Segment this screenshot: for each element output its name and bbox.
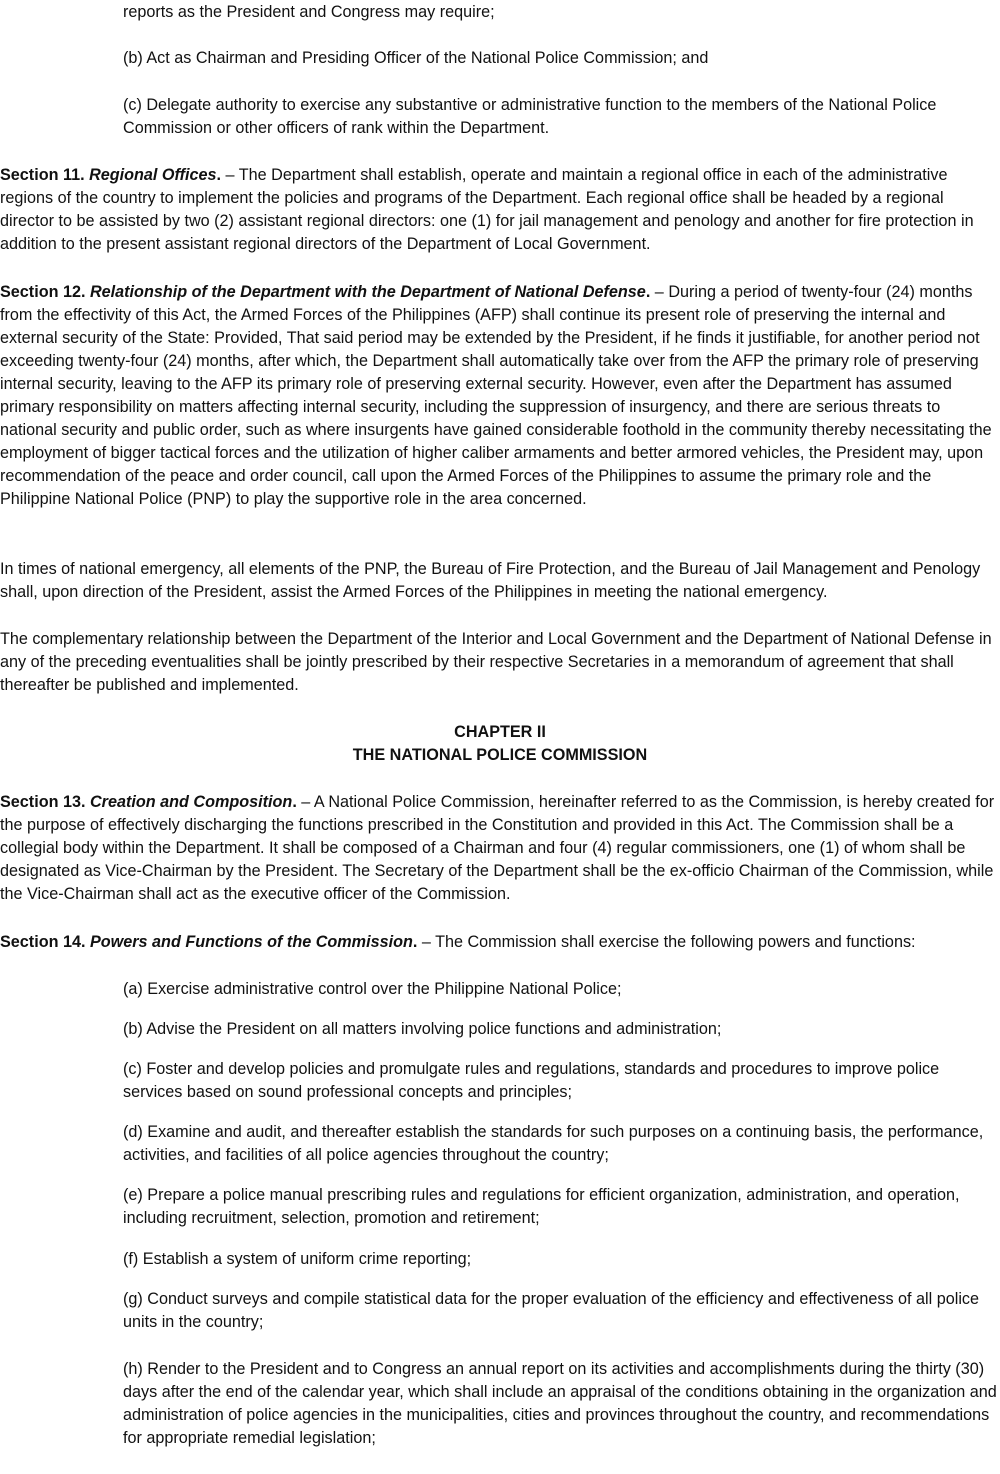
- section-12-paragraph: Section 12. Relationship of the Department with the Department of National Defense. – During a period of twenty-four (24) months from the effectivity of this Act, the Armed Forces of the Philippines (AFP) shall continue its present role of preserving the internal and external security of the State: Provided, That said period may be extended by the President, if he finds it justifiable, for another period not exceeding twenty-four (24) months, after which, the Department shall automatically take over from the AFP the primary role of preserving internal security, leaving to the AFP its primary role of preserving external security. However, even after the Department has assumed primary responsibility on matters affecting internal security, including the suppression of insurgency, and there are serious threats to national security and public order, such as where insurgents have gained considerable foothold in the community thereby necessitating the employment of bigger tactical forces and the utilization of higher caliber armaments and better armored vehicles, the President may, upon recommendation of the peace and order council, call upon the Armed Forces of the Philippines to assume the primary role and the Philippine National Police (PNP) to play the supportive role in the area concerned.: [0, 283, 992, 508]
- list-item-d: (d) Examine and audit, and thereafter establish the standards for such purposes on a continuing basis, the performance, activities, and facilities of all police agencies throughout the country;: [123, 1123, 984, 1164]
- list-item-f: (f) Establish a system of uniform crime reporting;: [123, 1250, 472, 1268]
- section-number: Section 14.: [0, 933, 86, 951]
- list-item-g: (g) Conduct surveys and compile statistical data for the proper evaluation of the efficiency and effectiveness of all police units in the country;: [123, 1290, 980, 1331]
- section-13-paragraph: Section 13. Creation and Composition. – A National Police Commission, hereinafter referred to as the Commission, is hereby created for the purpose of effectively discharging the functions prescribed in the Constitution and provided in this Act. The Commission shall be a collegial body within the Department. It shall be composed of a Chairman and four (4) regular commissioners, one (1) of whom shall be designated as Vice-Chairman by the President. The Secretary of the Department shall be the ex-officio Chairman of the Commission, while the Vice-Chairman shall act as the executive officer of the Commission.: [0, 793, 995, 903]
- section-title: Relationship of the Department with the Department of National Defense: [89, 283, 646, 301]
- section-14-paragraph: Section 14. Powers and Functions of the Commission. – The Commission shall exercise the following powers and functions:: [0, 933, 916, 951]
- list-item-a: (a) Exercise administrative control over the Philippine National Police;: [123, 980, 622, 998]
- section-title: Creation and Composition: [89, 793, 293, 811]
- section-number: Section 12.: [0, 283, 86, 301]
- paragraph-complementary-relationship: The complementary relationship between the Department of the Interior and Local Government and the Department of National Defense in any of the preceding eventualities shall be jointly prescribed by their respective Secretaries in a memorandum of agreement that shall thereafter be published and implemented.: [0, 630, 992, 694]
- section-number: Section 11.: [0, 166, 85, 184]
- list-item-c: (c) Foster and develop policies and promulgate rules and regulations, standards and procedures to improve police services based on sound professional concepts and principles;: [123, 1060, 940, 1101]
- list-item-c-delegate: (c) Delegate authority to exercise any substantive or administrative function to the members of the National Police Commission or other officers of rank within the Department.: [123, 96, 937, 137]
- section-body: A National Police Commission, hereinafter referred to as the Commission, is hereby created for the purpose of effectively discharging the functions prescribed in the Constitution and provided in this Act. The Commission shall be a collegial body within the Department. It shall be composed of a Chairman and four (4) regular commissioners, one (1) of whom shall be designated as Vice-Chairman by the President. The Secretary of the Department shall be the ex-officio Chairman of the Commission, while the Vice-Chairman shall act as the executive officer of the Commission.: [0, 793, 995, 903]
- chapter-number: CHAPTER II: [454, 723, 546, 741]
- section-body: The Commission shall exercise the following powers and functions:: [435, 933, 916, 951]
- section-11-paragraph: Section 11. Regional Offices. – The Department shall establish, operate and maintain a regional office in each of the administrative regions of the country to implement the policies and programs of the Department. Each regional office shall be headed by a regional director to be assisted by two (2) assistant regional directors: one (1) for jail management and penology and another for fire protection in addition to the present assistant regional directors of the Department of Local Government.: [0, 166, 974, 253]
- chapter-heading: [0, 721, 1000, 767]
- paragraph-national-emergency: In times of national emergency, all elements of the PNP, the Bureau of Fire Protection, and the Bureau of Jail Management and Penology shall, upon direction of the President, assist the Armed Forces of the Philippines in meeting the national emergency.: [0, 560, 981, 601]
- list-item-reports-continued: reports as the President and Congress may require;: [123, 3, 495, 21]
- section-body: During a period of twenty-four (24) months from the effectivity of this Act, the Armed Forces of the Philippines (AFP) shall continue its present role of preserving the internal and external security of the State: Provided, That said period may be extended by the President, if he finds it justifiable, for another period not exceeding twenty-four (24) months, after which, the Department shall automatically take over from the AFP the primary role of preserving internal security, leaving to the AFP its primary role of preserving external security. However, even after the Department has assumed primary responsibility on matters affecting internal security, including the suppression of insurgency, and there are serious threats to national security and public order, such as where insurgents have gained considerable foothold in the community thereby necessitating the employment of bigger tactical forces and the utilization of higher caliber armaments and better armored vehicles, the President may, upon recommendation of the peace and order council, call upon the Armed Forces of the Philippines to assume the primary role and the Philippine National Police (PNP) to play the supportive role in the area concerned.: [0, 283, 992, 508]
- section-number: Section 13.: [0, 793, 86, 811]
- list-item-e: (e) Prepare a police manual prescribing rules and regulations for efficient organization, administration, and operation, including recruitment, selection, promotion and retirement;: [123, 1186, 960, 1227]
- section-title: Regional Offices: [89, 166, 217, 184]
- list-item-b-chairman: (b) Act as Chairman and Presiding Officer of the National Police Commission; and: [123, 49, 709, 67]
- chapter-title: THE NATIONAL POLICE COMMISSION: [352, 746, 648, 764]
- section-title: Powers and Functions of the Commission: [89, 933, 413, 951]
- list-item-b: (b) Advise the President on all matters involving police functions and administration;: [123, 1020, 722, 1038]
- section-body: The Department shall establish, operate and maintain a regional office in each of the administrative regions of the country to implement the policies and programs of the Department. Each regional office shall be headed by a regional director to be assisted by two (2) assistant regional directors: one (1) for jail management and penology and another for fire protection in addition to the present assistant regional directors of the Department of Local Government.: [0, 166, 974, 253]
- list-item-h: (h) Render to the President and to Congress an annual report on its activities and accomplishments during the thirty (30) days after the end of the calendar year, which shall include an appraisal of the conditions obtaining in the organization and administration of police agencies in the municipalities, cities and provinces throughout the country, and recommendations for appropriate remedial legislation;: [123, 1360, 997, 1447]
